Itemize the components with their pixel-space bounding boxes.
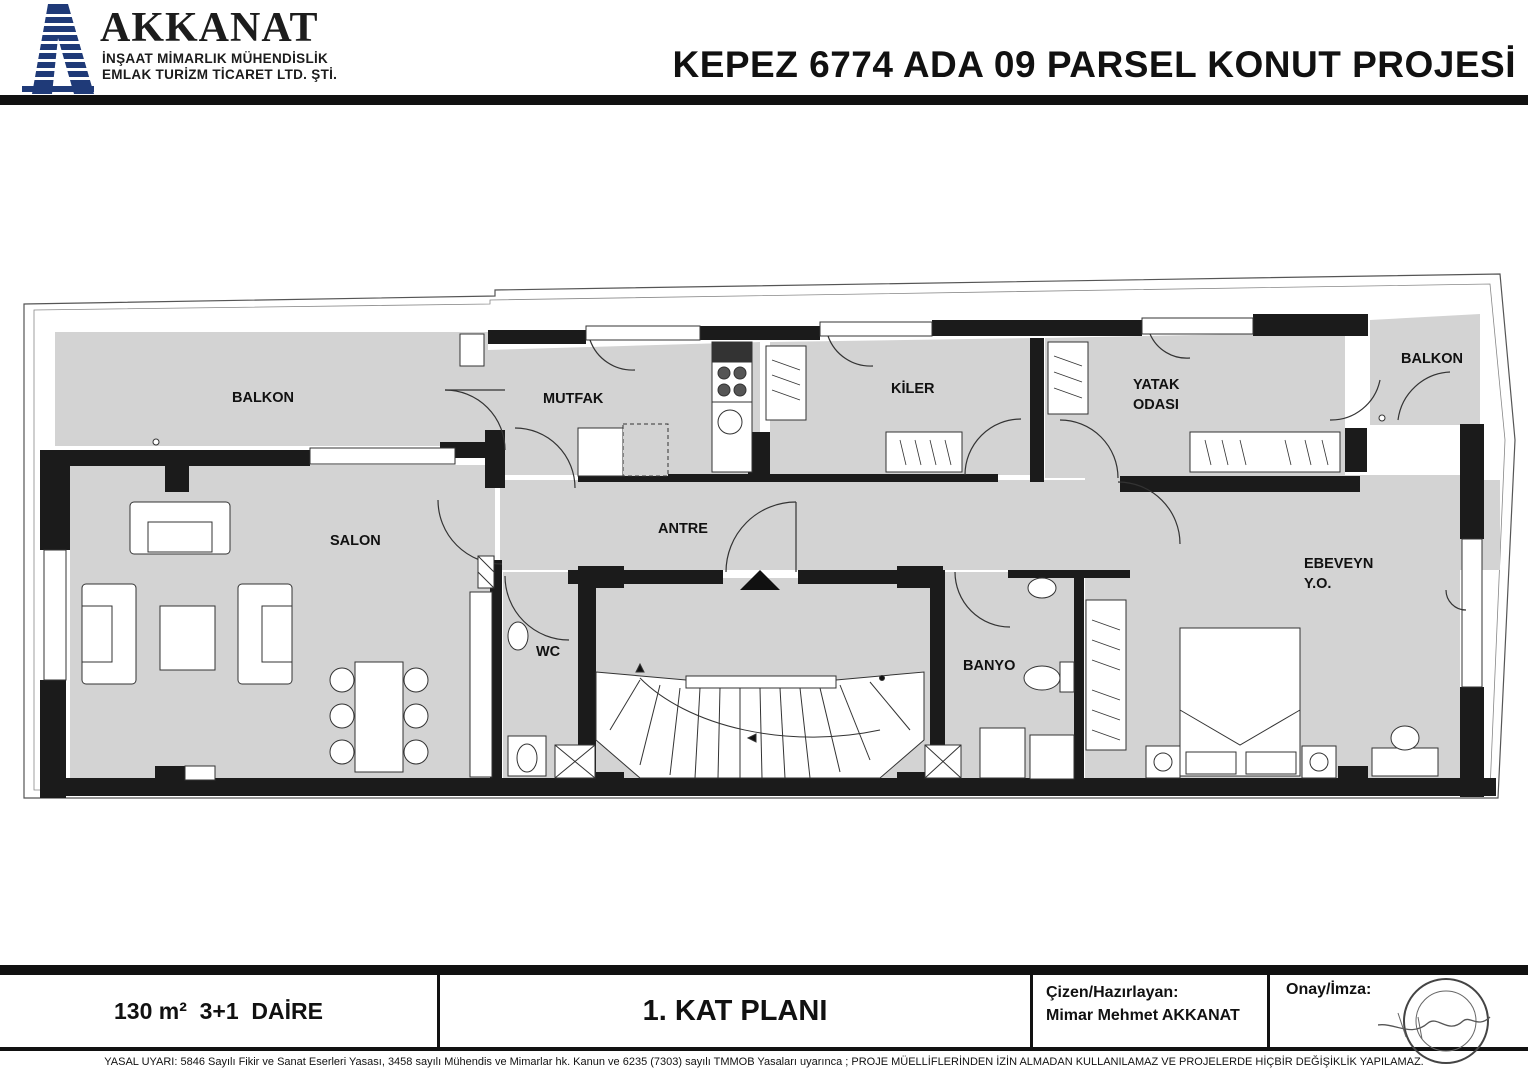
title-block-cells [0, 975, 1528, 1051]
brand-subtitle-1: İNŞAAT MİMARLIK MÜHENDİSLİK [102, 51, 329, 66]
room-label-antre: ANTRE [658, 521, 708, 537]
area-cell [0, 975, 440, 1047]
floor-plan [0, 260, 1528, 820]
title-block [0, 965, 1528, 1080]
plan-name-cell [440, 975, 1033, 1047]
room-label-ebeveyn-2: Y.O. [1304, 576, 1332, 592]
project-title: KEPEZ 6774 ADA 09 PARSEL KONUT PROJESİ [672, 44, 1516, 85]
brand-name: AKKANAT [100, 5, 319, 51]
architect-stamp-icon [1378, 977, 1498, 1067]
drawn-by-cell [1033, 975, 1270, 1047]
room-label-balkon-left: BALKON [232, 390, 295, 406]
drawn-by-name: Mimar Mehmet AKKANAT [1046, 1007, 1240, 1024]
brand-subtitle-2: EMLAK TURİZM TİCARET LTD. ŞTİ. [102, 67, 338, 82]
room-label-wc: WC [536, 644, 561, 660]
plan-name: 1. KAT PLANI [642, 994, 828, 1027]
room-label-ebeveyn-1: EBEVEYN [1304, 556, 1374, 572]
legal-warning: YASAL UYARI: 5846 Sayılı Fikir ve Sanat Eserleri Yasası, 3458 sayılı Mühendis ve Mimarlar hk. Kanun ve 6235 (7303) sayılı TMMOB Yasaları uyarınca ; PROJE MÜELLİFLERİNDEN İZİN ALMADAN KULLANILAMAZ VE PROJELERDE HİÇBİR DEĞİŞİKLİK YAPILAMAZ. [104, 1056, 1424, 1068]
header-divider [0, 95, 1528, 105]
area-value: 130 m² 3+1 DAİRE [113, 997, 323, 1024]
drawn-by-label: Çizen/Hazırlayan: [1046, 984, 1179, 1001]
approval-label: Onay/İmza: [1286, 981, 1372, 998]
footer-divider [0, 965, 1528, 975]
header [0, 0, 1528, 106]
room-label-banyo: BANYO [963, 658, 1016, 674]
room-label-yatak-1: YATAK [1133, 377, 1180, 393]
room-label-mutfak: MUTFAK [543, 391, 604, 407]
room-label-yatak-2: ODASI [1133, 397, 1179, 413]
room-label-kiler: KİLER [891, 381, 935, 397]
room-label-salon: SALON [330, 533, 381, 549]
room-label-balkon-right: BALKON [1401, 351, 1464, 367]
akkanat-logo-icon [22, 4, 94, 94]
